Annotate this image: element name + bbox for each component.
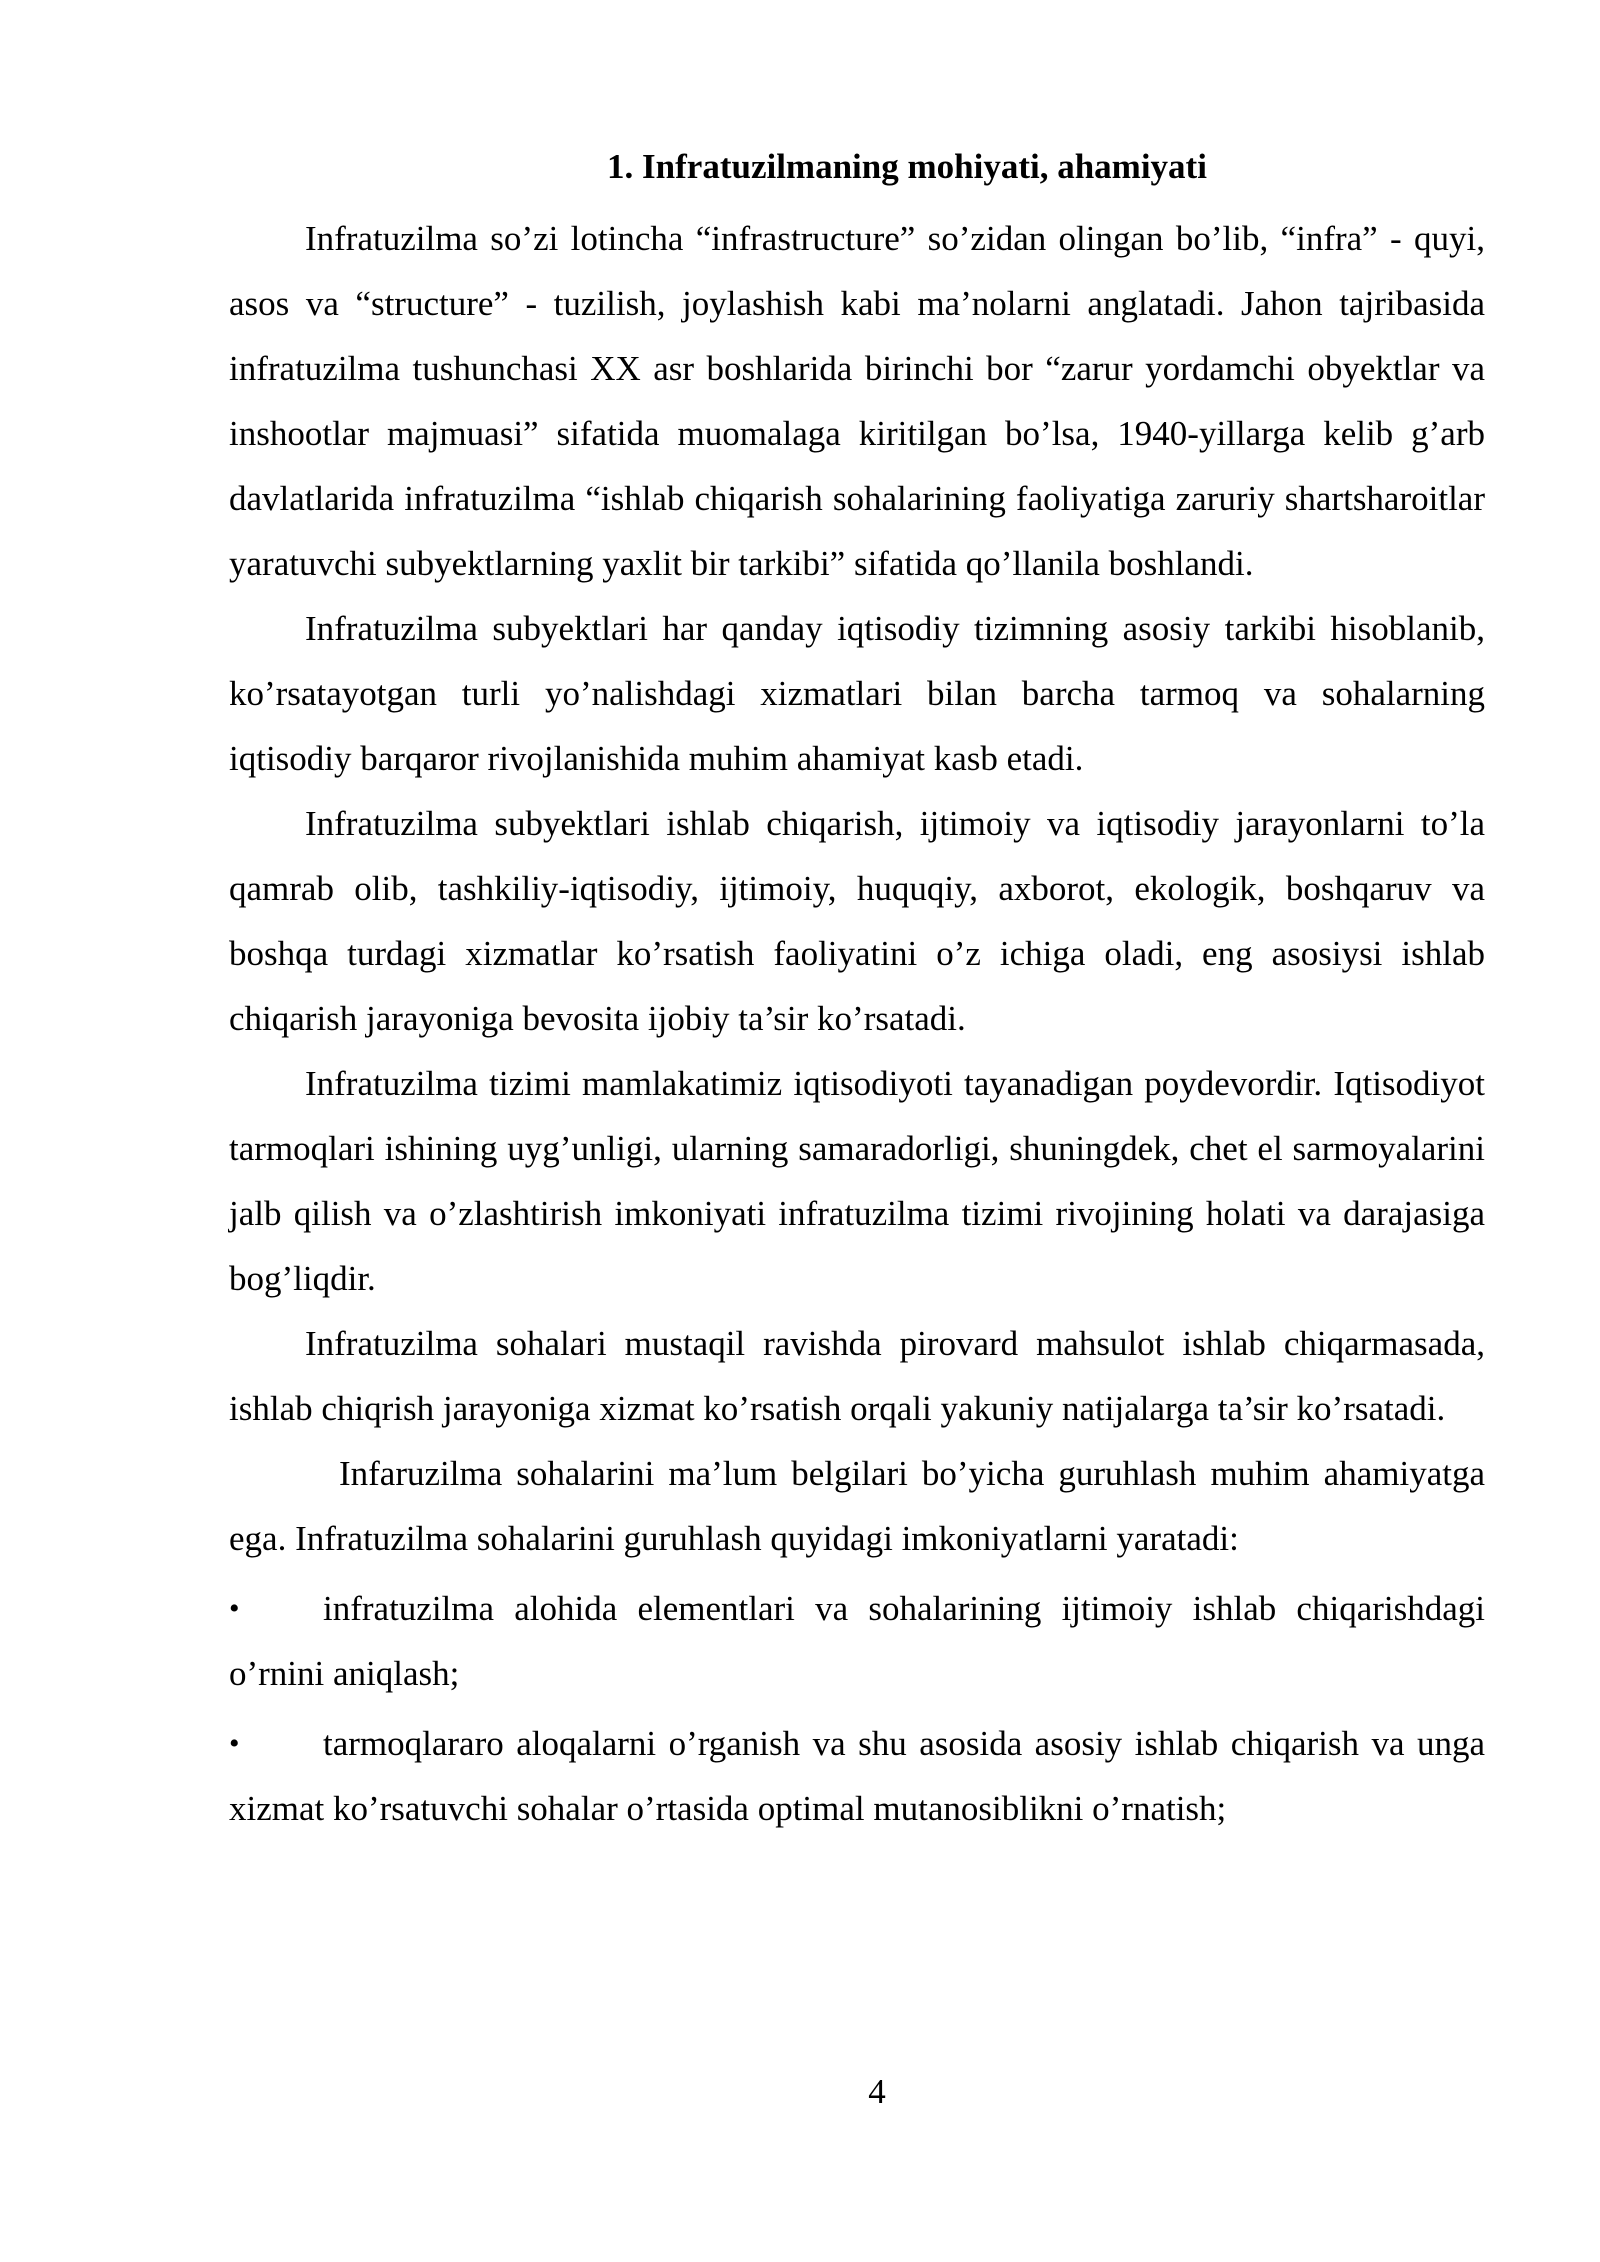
paragraph-4: Infratuzilma tizimi mamlakatimiz iqtisodiyoti tayanadigan poydevordir. Iqtisodiyot tarmoqlari ishining uyg’unligi, ularning samaradorligi, shuningdek, chet el sarmoyalarini jalb qilish va o’zlashtirish imkoniyati infratuzilma tizimi rivojining holati va darajasiga bog’liqdir. (229, 1064, 1485, 1298)
paragraph-5: Infratuzilma sohalari mustaqil ravishda pirovard mahsulot ishlab chiqarmasada, ishlab chiqrish jarayoniga xizmat ko’rsatish orqali yakuniy natijalarga ta’sir ko’rsatadi. (229, 1324, 1485, 1428)
paragraph-2: Infratuzilma subyektlari har qanday iqtisodiy tizimning asosiy tarkibi hisoblanib, ko’rsatayotgan turli yo’nalishdagi xizmatlari bilan barcha tarmoq va sohalarning iqtisodiy barqaror rivojlanishida muhim ahamiyat kasb etadi. (229, 609, 1485, 778)
page-number: 4 (868, 2072, 886, 2111)
section-heading: 1. Infratuzilmaning mohiyati, ahamiyati (607, 147, 1207, 186)
bullet-item-2 (229, 1711, 1485, 1841)
document-page (229, 142, 1485, 1841)
paragraph-1: Infratuzilma so’zi lotincha “infrastructure” so’zidan olingan bo’lib, “infra” - quyi, asos va “structure” - tuzilish, joylashish kabi ma’nolarni anglatadi. Jahon tajribasida infratuzilma tushunchasi XX asr boshlarida birinchi bor “zarur yordamchi obyektlar va inshootlar majmuasi” sifatida muomalaga kiritilgan bo’lsa, 1940-yillarga kelib g’arb davlatlarida infratuzilma “ishlab chiqarish sohalarining faoliyatiga zaruriy shartsharoitlar yaratuvchi subyektlarning yaxlit bir tarkibi” sifatida qo’llanila boshlandi. (229, 219, 1485, 583)
bullet-text: infratuzilma alohida elementlari va sohalarining ijtimoiy ishlab chiqarishdagi o’rnini aniqlash; (229, 1589, 1485, 1693)
bullet-icon: • (229, 1727, 240, 1760)
bullet-text: tarmoqlararo aloqalarni o’rganish va shu asosida asosiy ishlab chiqarish va unga xizmat ko’rsatuvchi sohalar o’rtasida optimal mutanosiblikni o’rnatish; (229, 1724, 1485, 1828)
paragraph-6: Infaruzilma sohalarini ma’lum belgilari bo’yicha guruhlash muhim ahamiyatga ega. Infratuzilma sohalarini guruhlash quyidagi imkoniyatlarni yaratadi: (229, 1454, 1485, 1558)
paragraph-3: Infratuzilma subyektlari ishlab chiqarish, ijtimoiy va iqtisodiy jarayonlarni to’la qamrab olib, tashkiliy-iqtisodiy, ijtimoiy, huquqiy, axborot, ekologik, boshqaruv va boshqa turdagi xizmatlar ko’rsatish faoliyatini o’z ichiga oladi, eng asosiysi ishlab chiqarish jarayoniga bevosita ijobiy ta’sir ko’rsatadi. (229, 804, 1485, 1038)
bullet-item-1 (229, 1576, 1485, 1706)
bullet-icon: • (229, 1592, 240, 1625)
